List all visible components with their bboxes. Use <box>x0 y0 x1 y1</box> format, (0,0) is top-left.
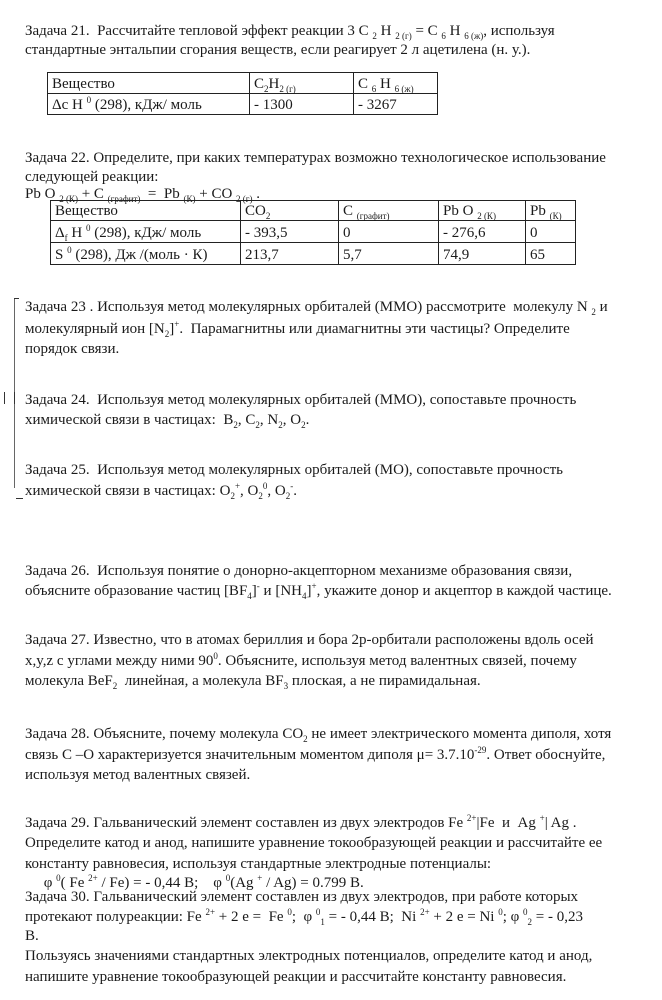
text-run: стандартные энтальпии сгорания веществ, если реагирует 2 л ацетилена (н. у.). <box>25 42 531 58</box>
text-run: |Fe и Ag <box>476 815 540 831</box>
superscript: - <box>290 481 294 491</box>
text-run: + 2 e = Fe <box>215 909 288 925</box>
text-run: ( Fe <box>60 875 89 891</box>
task-21-data-table <box>47 72 438 115</box>
superscript: 2+ <box>88 873 98 883</box>
text-run: H <box>376 23 396 39</box>
subscript: 6 <box>371 84 377 94</box>
subscript: 2 <box>527 917 533 927</box>
text-run: C <box>254 76 265 92</box>
text-run: молекулярный ион [N <box>25 321 165 337</box>
text-run: 213,7 <box>245 247 279 263</box>
table-row <box>51 221 576 243</box>
text-run: 0 <box>530 225 538 241</box>
task-30-text-line <box>25 927 39 945</box>
task-30-text-line <box>25 947 592 965</box>
text-run: Вещество <box>55 203 118 219</box>
text-run: / Fe) = - 0,44 В; φ <box>97 875 226 891</box>
table-cell <box>250 94 354 115</box>
text-run: (298), кДж/ моль <box>90 225 202 241</box>
text-run: . Ответ обоснуйте, <box>486 747 606 763</box>
subscript: 6 (ж) <box>464 31 484 41</box>
text-run: Задача 29. Гальванический элемент составлен из двух электродов Fe <box>25 815 467 831</box>
table-cell <box>51 201 241 221</box>
text-run: 5,7 <box>343 247 362 263</box>
text-run: Pb O <box>25 186 60 202</box>
superscript: -29 <box>474 745 487 755</box>
subscript: (графит) <box>107 194 141 204</box>
text-run: H <box>445 23 465 39</box>
subscript: (графит) <box>356 211 390 221</box>
text-run: ; φ <box>502 909 524 925</box>
text-run: линейная, а молекула BF <box>117 673 284 689</box>
task-23-text-line <box>25 340 119 358</box>
text-run: порядок связи. <box>25 341 120 357</box>
task-30-heading-line <box>25 888 578 906</box>
text-run: Δc H <box>52 97 87 113</box>
superscript: 2+ <box>466 813 477 823</box>
task-22-data-table <box>50 200 576 265</box>
text-run: химической связи в частицах: O <box>25 483 231 499</box>
subscript: 6 (ж) <box>394 84 414 94</box>
text-run: = Pb <box>140 186 184 202</box>
subscript: 2 <box>285 491 291 501</box>
subscript: 2 (г) <box>395 31 412 41</box>
subscript: 2 <box>230 491 235 501</box>
table-cell <box>241 221 339 243</box>
subscript: 2 <box>264 84 269 94</box>
text-run: связь C –O характеризуется значительным моментом диполя μ= 3.7.10 <box>25 747 475 763</box>
text-run: 74,9 <box>443 247 470 263</box>
text-run: ] <box>251 583 257 599</box>
superscript: + <box>257 873 263 883</box>
text-run: H <box>67 225 86 241</box>
text-run: Pb <box>530 203 550 219</box>
text-run: Вещество <box>52 76 115 92</box>
table-cell <box>339 243 439 265</box>
table-cell <box>526 201 576 221</box>
superscript: + <box>174 319 180 329</box>
text-run: . <box>252 186 260 202</box>
text-run: Задача 23 . Используя метод молекулярных орбиталей (ММО) рассмотрите молекулу N <box>25 299 592 315</box>
text-run: и <box>595 299 608 315</box>
subscript: 2 <box>591 307 596 317</box>
text-run: Задача 25. Используя метод молекулярных орбиталей (МО), сопоставьте прочность <box>25 462 563 478</box>
text-run: и [NH <box>259 583 302 599</box>
text-run: Задача 28. Объясните, почему молекула CO <box>25 726 304 742</box>
subscript: 4 <box>247 591 252 601</box>
margin-handwritten-mark <box>4 392 15 404</box>
task-29-text-line <box>25 834 602 852</box>
superscript: 0 <box>56 873 61 883</box>
text-run: Пользуясь значениями стандартных электродных потенциалов, определите катод и анод, <box>25 948 593 964</box>
text-run: 65 <box>530 247 545 263</box>
text-run: + 2 e = Ni <box>429 909 499 925</box>
text-run: . Парамагнитны или диамагнитны эти частицы? Определите <box>179 321 570 337</box>
task-29-text-line <box>25 855 491 873</box>
text-run: протекают полуреакции: Fe <box>25 909 206 925</box>
superscript: 0 <box>523 907 528 917</box>
text-run: - 3267 <box>358 97 397 113</box>
table-cell <box>339 201 439 221</box>
superscript: 2+ <box>420 907 430 917</box>
text-run: химической связи в частицах: B <box>25 412 234 428</box>
text-run: молекула BeF <box>25 673 113 689</box>
text-run: . Объясните, используя метод валентных связей, почему <box>217 653 577 669</box>
table-cell <box>51 221 241 243</box>
task-24-text-line <box>25 411 309 429</box>
task-26-heading-line <box>25 562 572 580</box>
task-27-heading-line <box>25 631 594 649</box>
text-run: Задача 21. Рассчитайте тепловой эффект реакции 3 C <box>25 23 373 39</box>
text-run: CO <box>245 203 266 219</box>
subscript: 2 <box>301 420 306 430</box>
superscript: 0 <box>213 651 218 661</box>
task-25-heading-line <box>25 461 563 479</box>
text-run: H <box>376 76 395 92</box>
text-run: = - 0,23 <box>532 909 584 925</box>
text-run: (298), Дж /(моль · К) <box>71 247 208 263</box>
superscript: 0 <box>86 223 91 233</box>
text-run: , O <box>282 412 302 428</box>
text-run: Δ <box>55 225 65 241</box>
text-run: - 276,6 <box>443 225 486 241</box>
superscript: + <box>311 581 317 591</box>
subscript: 2 <box>112 681 118 691</box>
task-28-text-line <box>25 746 605 764</box>
text-run: C <box>358 76 372 92</box>
text-run: . <box>293 483 297 499</box>
subscript: 1 <box>320 917 325 927</box>
superscript: 0 <box>67 245 72 255</box>
subscript: (К) <box>549 211 562 221</box>
table-cell <box>48 94 250 115</box>
text-run: ] <box>306 583 312 599</box>
task-30-text-line <box>25 908 583 926</box>
superscript: 0 <box>498 907 503 917</box>
text-run: Задача 27. Известно, что в атомах бериллия и бора 2р-орбитали расположены вдоль осей <box>25 632 594 648</box>
text-run: , O <box>240 483 259 499</box>
table-cell <box>439 221 526 243</box>
text-run: , N <box>259 412 279 428</box>
table-header-row <box>51 201 576 221</box>
text-run: плоская, а не пирамидальная. <box>288 673 481 689</box>
text-run: (Ag <box>230 875 258 891</box>
subscript: f <box>64 233 68 243</box>
text-run: Определите катод и анод, напишите уравнение токообразующей реакции и рассчитайте ее <box>25 835 603 851</box>
table-cell <box>439 201 526 221</box>
task-27-text-line <box>25 652 577 670</box>
subscript: 2 (К) <box>477 211 496 221</box>
subscript: 2 <box>303 734 308 744</box>
margin-bracket-mark <box>16 498 23 499</box>
text-run: Задача 30. Гальванический элемент составлен из двух электродов, при работе которых <box>25 889 579 905</box>
superscript: + <box>234 481 241 491</box>
text-run: S <box>55 247 68 263</box>
subscript: 2 <box>258 491 263 501</box>
text-run: ; φ <box>291 909 316 925</box>
text-run: , укажите донор и акцептор в каждой частице. <box>316 583 612 599</box>
subscript: 2 <box>255 420 260 430</box>
text-run: + C <box>77 186 108 202</box>
text-run: Задача 26. Используя понятие о донорно-акцепторном механизме образования связи, <box>25 563 573 579</box>
margin-bracket-mark <box>14 298 19 299</box>
text-run: не имеет электрического момента диполя, хотя <box>307 726 612 742</box>
superscript: 0 <box>225 873 231 883</box>
text-run: = C <box>411 23 442 39</box>
table-row <box>48 94 438 115</box>
table-row <box>51 243 576 265</box>
subscript: 2 <box>265 211 271 221</box>
text-run: - 1300 <box>254 97 293 113</box>
superscript: 0 <box>86 95 92 105</box>
subscript: 2 (г) <box>236 194 253 204</box>
text-run: φ <box>25 875 57 891</box>
subscript: (К) <box>183 194 196 204</box>
task-21-text-line <box>25 41 530 59</box>
text-run: | Ag . <box>544 815 577 831</box>
text-run: ] <box>169 321 175 337</box>
task-23-text-line <box>25 320 570 338</box>
text-run: - 393,5 <box>245 225 288 241</box>
text-run: = - 0,44 В; Ni <box>324 909 421 925</box>
table-cell <box>354 94 438 115</box>
table-cell <box>354 73 438 94</box>
table-cell <box>439 243 526 265</box>
text-run: используя метод валентных связей. <box>25 767 251 783</box>
subscript: 6 <box>441 31 446 41</box>
text-run: константу равновесия, используя стандартные электродные потенциалы: <box>25 856 492 872</box>
task-25-text-line <box>25 482 297 500</box>
subscript: 2 <box>233 420 238 430</box>
superscript: 0 <box>262 481 268 491</box>
text-run: x,y,z с углами между ними 90 <box>25 653 214 669</box>
text-run: , O <box>267 483 286 499</box>
task-24-heading-line <box>25 391 576 409</box>
text-run: Задача 22. Определите, при каких температурах возможно технологическое использование <box>25 150 606 166</box>
text-run: . <box>305 412 310 428</box>
task-23-heading-line <box>25 298 608 316</box>
text-run: Задача 24. Используя метод молекулярных орбиталей (ММО), сопоставьте прочность <box>25 392 577 408</box>
task-21-heading-line <box>25 22 555 40</box>
task-26-text-line <box>25 582 612 600</box>
superscript: + <box>539 813 545 823</box>
superscript: 0 <box>287 907 292 917</box>
superscript: 2+ <box>205 907 216 917</box>
text-run: + CO <box>195 186 237 202</box>
subscript: 4 <box>301 591 307 601</box>
text-run: (298), кДж/ моль <box>91 97 202 113</box>
table-cell <box>250 73 354 94</box>
task-30-text-line <box>25 968 566 986</box>
table-header-row <box>48 73 438 94</box>
text-run: , используя <box>483 23 555 39</box>
text-run: В. <box>25 928 39 944</box>
task-22-heading-line <box>25 149 606 167</box>
subscript: 2 <box>278 420 283 430</box>
table-cell <box>51 243 241 265</box>
text-run: , C <box>237 412 256 428</box>
table-cell <box>241 243 339 265</box>
task-28-text-line <box>25 766 250 784</box>
table-cell <box>526 243 576 265</box>
text-run: напишите уравнение токообразующей реакции и рассчитайте константу равновесия. <box>25 969 567 985</box>
table-cell <box>339 221 439 243</box>
subscript: 2 (г) <box>279 84 296 94</box>
subscript: 3 <box>283 681 289 691</box>
text-run: H <box>268 76 280 92</box>
task-28-heading-line <box>25 725 611 743</box>
text-run: C <box>343 203 357 219</box>
subscript: 2 (К) <box>59 194 78 204</box>
text-run: Pb O <box>443 203 478 219</box>
subscript: 2 <box>372 31 377 41</box>
task-29-heading-line <box>25 814 576 832</box>
superscript: - <box>256 581 260 591</box>
text-run: следующей реакции: <box>25 169 159 185</box>
table-cell <box>241 201 339 221</box>
text-run: объясните образование частиц [BF <box>25 583 248 599</box>
task-22-text-line <box>25 168 158 186</box>
table-cell <box>526 221 576 243</box>
table-cell <box>48 73 250 94</box>
text-run: / Ag) = 0.799 В. <box>262 875 364 891</box>
subscript: 2 <box>164 329 170 339</box>
superscript: 0 <box>315 907 321 917</box>
text-run: 0 <box>343 225 351 241</box>
task-27-text-line <box>25 672 481 690</box>
